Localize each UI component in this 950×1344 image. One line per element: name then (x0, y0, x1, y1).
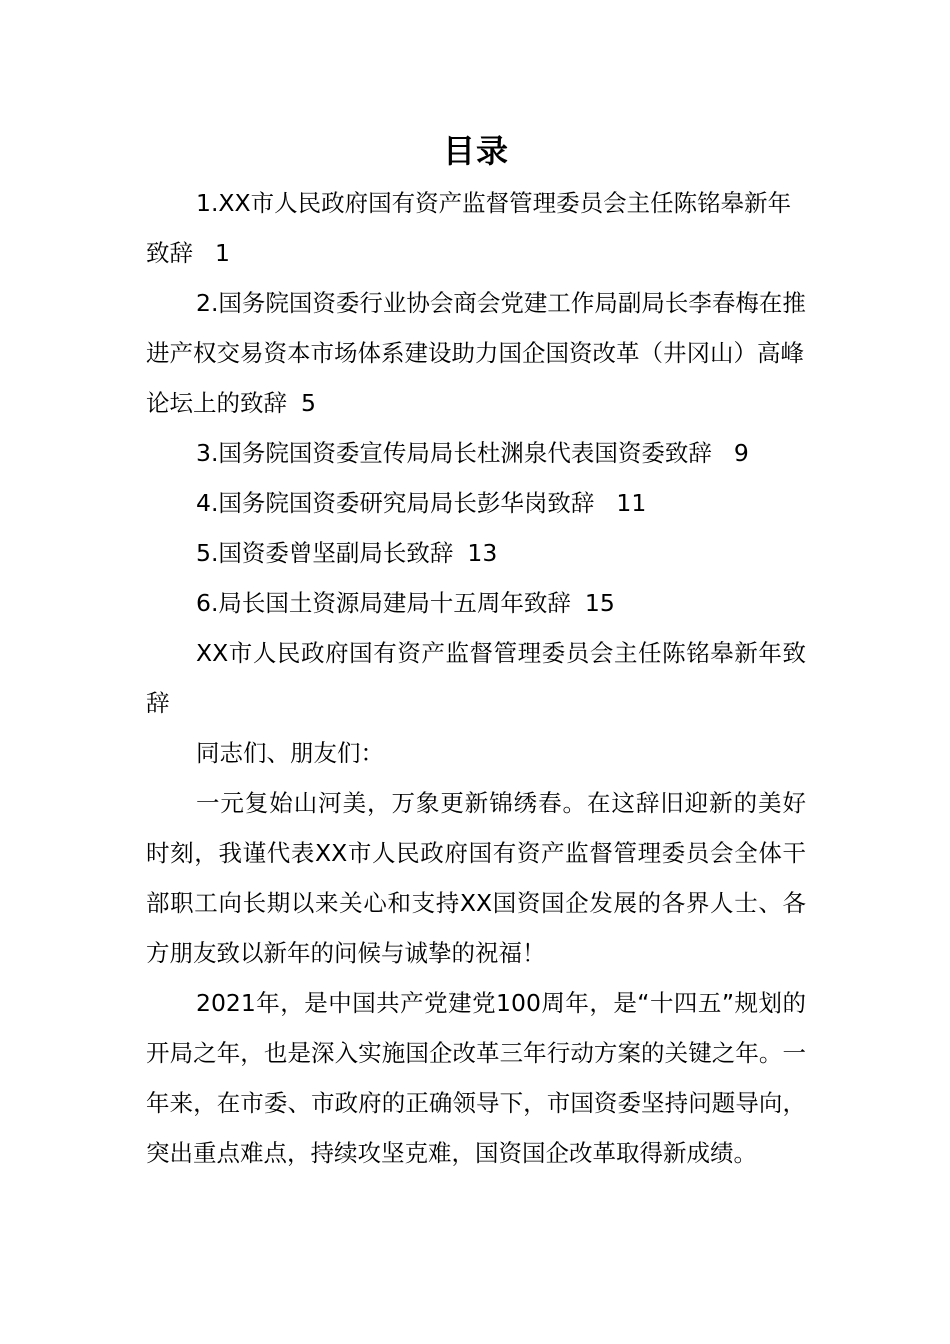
toc-entry-text: 4.国务院国资委研究局局长彭华岗致辞 (196, 489, 595, 517)
document-page (146, 126, 806, 1178)
toc-entry-3[interactable] (146, 428, 806, 478)
toc-entry-text: 2.国务院国资委行业协会商会党建工作局副局长李春梅在推进产权交易资本市场体系建设助力国企国资改革（井冈山）高峰论坛上的致辞 (146, 289, 806, 417)
body-paragraph-2: 2021年，是中国共产党建党100周年，是“十四五”规划的开局之年，也是深入实施国企改革三年行动方案的关键之年。一年来，在市委、市政府的正确领导下，市国资委坚持问题导向，突出重点难点，持续攻坚克难，国资国企改革取得新成绩。 (146, 989, 806, 1167)
toc-page-number: 15 (584, 589, 615, 617)
toc-entry-text: 5.国资委曾坚副局长致辞 (196, 539, 454, 567)
toc-page-number: 9 (733, 439, 749, 467)
toc-entry-6[interactable] (146, 578, 806, 628)
body-paragraph-1: 一元复始山河美，万象更新锦绣春。在这辞旧迎新的美好时刻，我谨代表XX市人民政府国有资产监督管理委员会全体干部职工向长期以来关心和支持XX国资国企发展的各界人士、各方朋友致以新年的问候与诚挚的祝福！ (146, 789, 806, 967)
toc-page-number: 13 (467, 539, 498, 567)
salutation: 同志们、朋友们： (196, 739, 384, 767)
toc-entry-text: 6.局长国土资源局建局十五周年致辞 (196, 589, 571, 617)
toc-page-number: 5 (301, 389, 316, 417)
toc-entry-2[interactable] (146, 278, 806, 428)
toc-entry-5[interactable] (146, 528, 806, 578)
table-of-contents (146, 178, 806, 628)
toc-title: 目录 (442, 132, 509, 170)
article-title: XX市人民政府国有资产监督管理委员会主任陈铭皋新年致辞 (146, 639, 806, 717)
toc-page-number: 1 (215, 239, 230, 267)
toc-entry-4[interactable] (146, 478, 806, 528)
toc-page-number: 11 (616, 489, 647, 517)
toc-entry-text: 3.国务院国资委宣传局局长杜渊泉代表国资委致辞 (196, 439, 712, 467)
toc-entry-text: 1.XX市人民政府国有资产监督管理委员会主任陈铭皋新年致辞 (146, 189, 792, 267)
toc-entry-1[interactable] (146, 178, 806, 278)
